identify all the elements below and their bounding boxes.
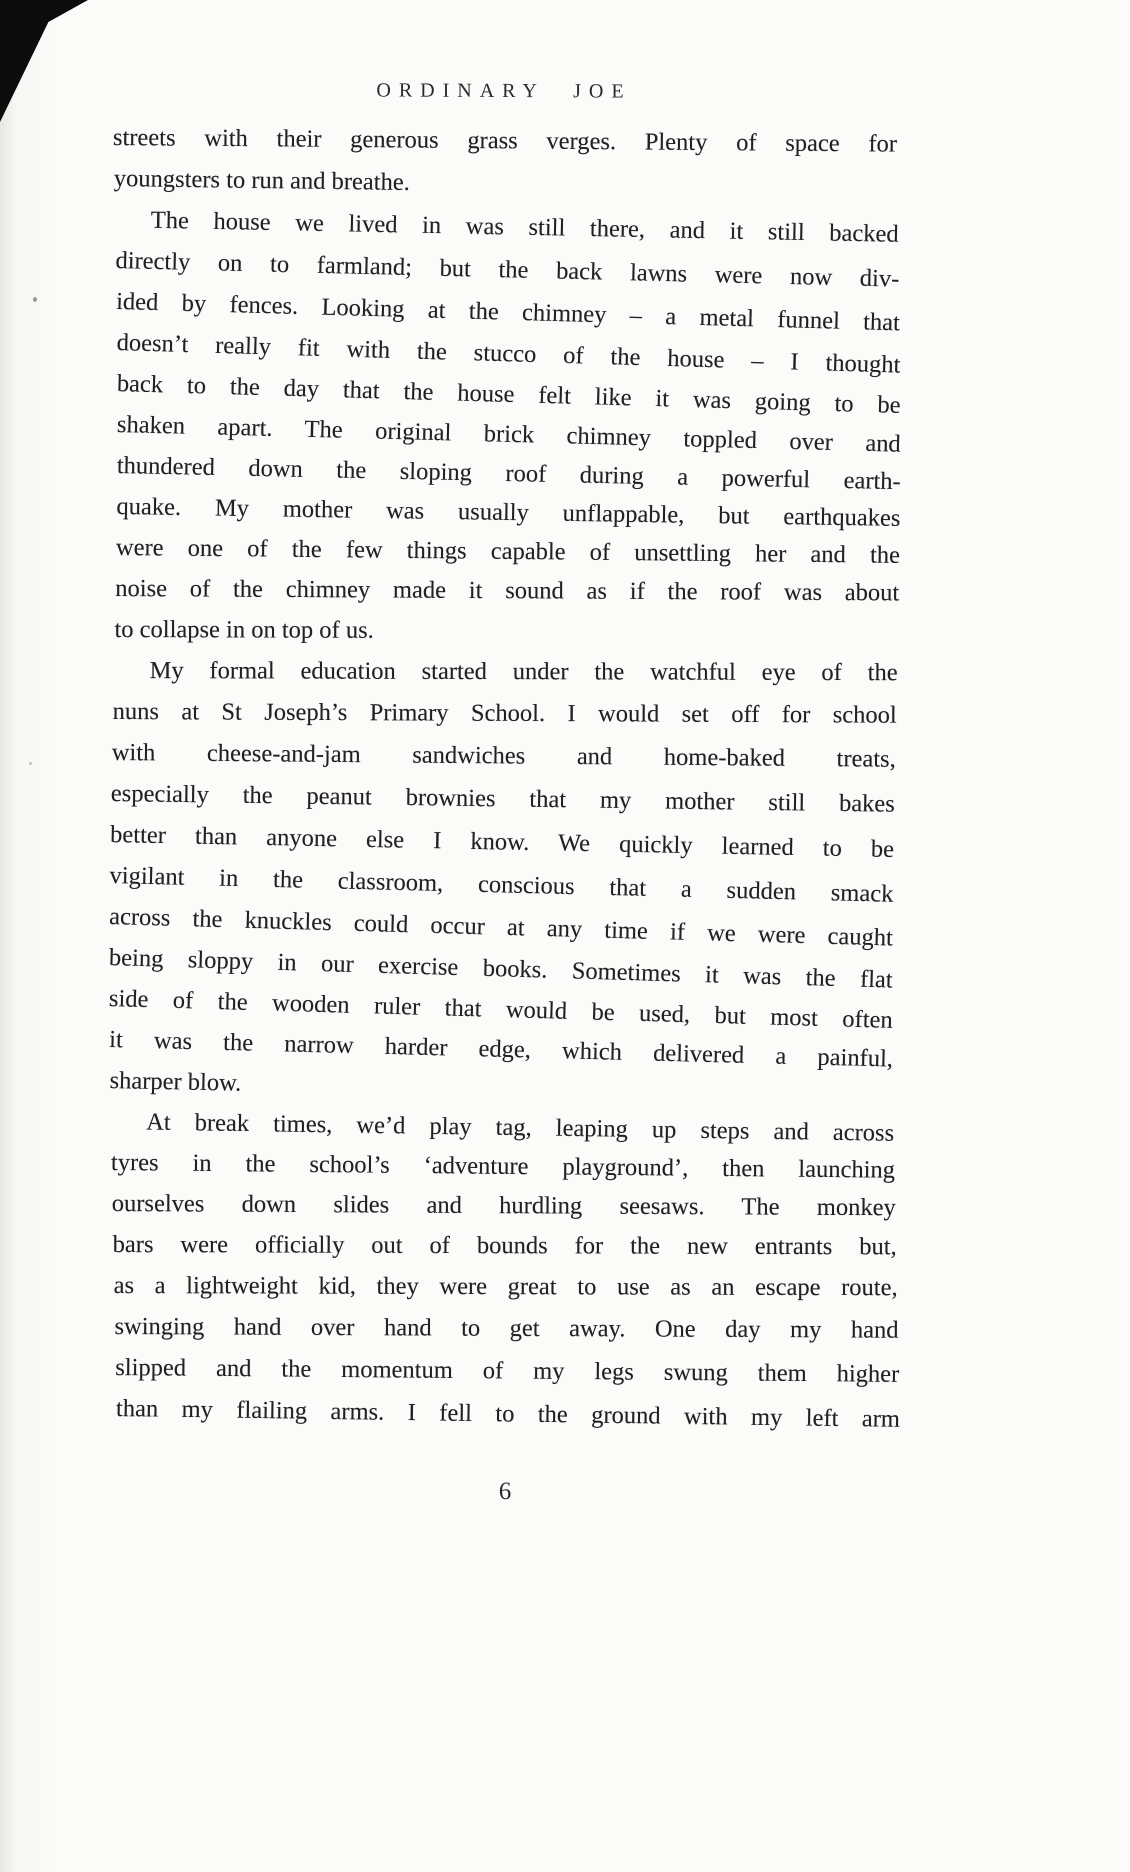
text-line: sharper blow.	[109, 1067, 242, 1097]
text-line: thundered down the sloping roof during a powerful earth-	[116, 452, 902, 496]
text-line: better than anyone else I know. We quickly learned to be	[109, 821, 895, 863]
text-line: The house we lived in was still there, and it still backed	[150, 206, 899, 248]
text-line: to collapse in on top of us.	[114, 616, 374, 644]
text-line: quake. My mother was usually unflappable, but earthquakes	[116, 493, 901, 532]
text-line: as a lightweight kid, they were great to use as an escape route,	[113, 1272, 898, 1302]
text-line: ourselves down slides and hurdling seesaws. The monkey	[111, 1190, 896, 1222]
text-line: directly on to farmland; but the back lawns were now div-	[115, 247, 900, 293]
text-line: ided by fences. Looking at the chimney – a metal funnel that	[115, 288, 901, 337]
text-line: youngsters to run and breathe.	[113, 165, 411, 196]
scan-speck	[33, 297, 37, 302]
text-line: swinging hand over hand to get away. One day my hand	[114, 1313, 899, 1344]
text-line: doesn’t really fit with the stucco of the house – I thought	[116, 329, 901, 379]
text-line: bars were officially out of bounds for the new entrants but,	[112, 1231, 897, 1261]
text-line: with cheese-and-jam sandwiches and home-baked treats,	[111, 739, 896, 773]
text-line: shaken apart. The original brick chimney toppled over and	[116, 411, 902, 458]
text-line: vigilant in the classroom, conscious that a sudden smack	[109, 862, 894, 908]
text-line: side of the wooden ruler that would be used, but most often	[108, 985, 894, 1034]
running-header-title: ORDINARY JOE	[376, 79, 632, 103]
text-line: especially the peanut brownies that my mother still bakes	[110, 780, 896, 818]
text-line: than my flailing arms. I fell to the ground with my left arm	[115, 1395, 901, 1433]
text-line: slipped and the momentum of my legs swung them higher	[115, 1354, 900, 1388]
text-line: it was the narrow harder edge, which delivered a painful,	[108, 1026, 894, 1073]
text-line: nuns at St Joseph’s Primary School. I would set off for school	[112, 698, 897, 729]
text-line: streets with their generous grass verges. Plenty of space for	[112, 124, 898, 158]
text-line: being sloppy in our exercise books. Sometimes it was the flat	[108, 944, 894, 994]
text-line: across the knuckles could occur at any time if we were caught	[108, 903, 894, 952]
text-line: were one of the few things capable of unsettling her and the	[115, 534, 901, 569]
text-line: My formal education started under the watchful eye of the	[149, 657, 898, 687]
page-number: 6	[498, 1477, 512, 1506]
text-line: tyres in the school’s ‘adventure playground’, then launching	[110, 1149, 896, 1184]
body-text-block	[108, 117, 902, 1433]
text-line: noise of the chimney made it sound as if the roof was about	[115, 575, 900, 607]
text-line: At break times, we’d play tag, leaping up steps and across	[145, 1108, 895, 1147]
text-line: back to the day that the house felt like it was going to be	[116, 370, 901, 419]
scan-speck	[29, 762, 32, 765]
